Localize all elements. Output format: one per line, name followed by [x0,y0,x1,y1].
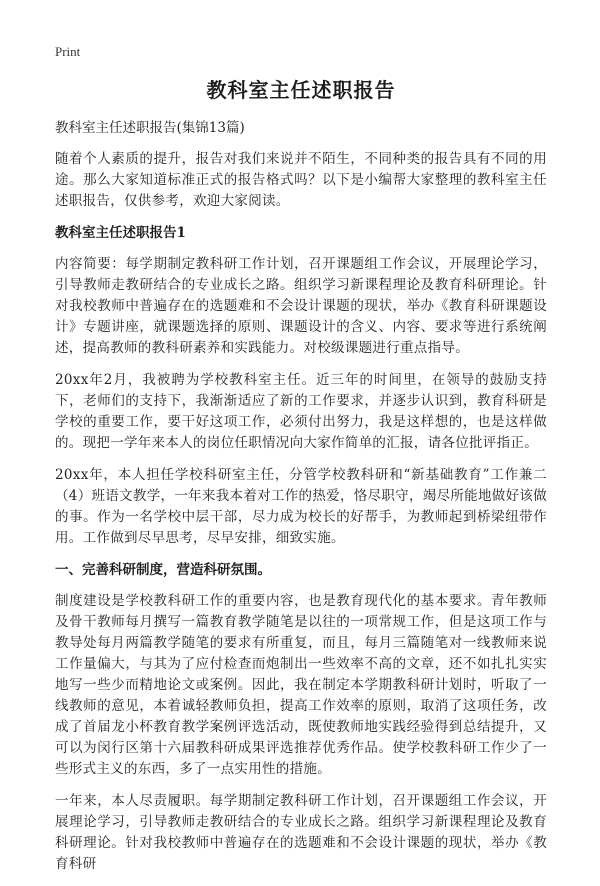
document-subtitle: 教科室主任述职报告(集锦13篇) [55,120,245,136]
body-paragraph: 20xx年，本人担任学校科研室主任，分管学校教科研和“新基础教育”工作兼二（4）班语文教学，一年来我本着对工作的热爱，恪尽职守，竭尽所能地做好该做的事。作为一名学校中层干部，尽力成为校长的好帮手，为教师起到桥梁纽带作用。工作做到尽早思考，尽早安排，细致实施。 [55,467,547,546]
section-heading: 教科室主任述职报告1 [55,225,186,241]
print-link[interactable]: Print [55,44,81,59]
part-heading: 一、完善科研制度，营造科研氛围。 [55,562,271,578]
body-paragraph: 制度建设是学校教科研工作的重要内容，也是教育现代化的基本要求。青年教师及骨干教师每月撰写一篇教育教学随笔是以往的一项常规工作，但是这项工作与教导处每月两篇教学随笔的要求有所重复，而且，每月三篇随笔对一线教师来说工作量偏大，与其为了应付检查而炮制出一些效率不高的文章，还不如扎扎实实地写一些少而精地论文或案例。因此，我在制定本学期教科研计划时，听取了一线教师的意见，本着诚轻教师负担，提高工作效率的原则，取消了这项任务，改成了首届龙小杯教育教学案例评选活动，既使教师地实践经验得到总结提升，又可以为闵行区第十六届教科研成果评选推荐优秀作品。使学校教科研工作少了一些形式主义的东西，多了一点实用性的措施。 [55,593,547,777]
document-title: 教科室主任述职报告 [206,78,396,102]
body-paragraph: 一年来，本人尽责履职。每学期制定教科研工作计划，召开课题组工作会议，开展理论学习，引导教师走教研结合的专业成长之路。组织学习新课程理论及教育科研理论。针对我校教师中普遍存在的选题难和不会设计课题的现状，举办《教育科研 [55,793,547,872]
summary-paragraph: 内容简要：每学期制定教科研工作计划，召开课题组工作会议，开展理论学习，引导教师走教研结合的专业成长之路。组织学习新课程理论及教育科研理论。针对我校教师中普遍存在的选题难和不会设计课题的现状，举办《教育科研课题设计》专题讲座，就课题选择的原则、课题设计的含义、内容、要求等进行系统阐述，提高教师的教科研素养和实践能力。对校级课题进行重点指导。 [55,256,547,356]
document-body [55,76,547,886]
body-paragraph: 20xx年2月，我被聘为学校教科室主任。近三年的时间里，在领导的鼓励支持下，老师们的支持下，我渐渐适应了新的工作要求，并逐步认识到，教育科研是学校的重要工作，要干好这项工作，必须付出努力，我是这样想的，也是这样做的。现把一学年来本人的岗位任职情况向大家作简单的汇报，请各位批评指正。 [55,372,547,451]
intro-paragraph: 随着个人素质的提升，报告对我们来说并不陌生，不同种类的报告具有不同的用途。那么大家知道标准正式的报告格式吗？以下是小编帮大家整理的教科室主任述职报告，仅供参考，欢迎大家阅读。 [55,151,547,209]
